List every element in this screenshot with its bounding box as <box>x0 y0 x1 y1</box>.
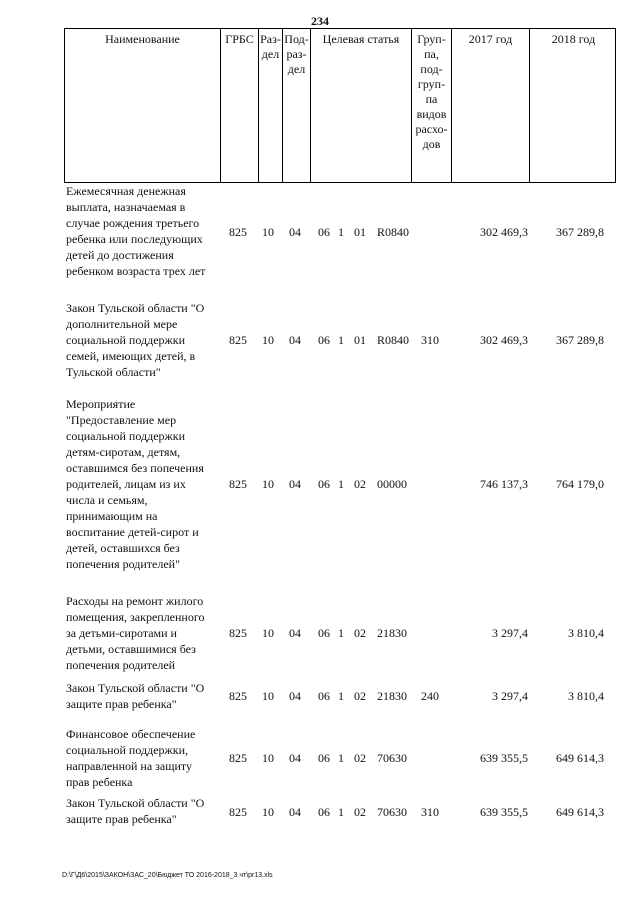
table-header <box>64 28 616 183</box>
cell-pr: 04 <box>289 333 301 347</box>
table-row <box>0 183 640 280</box>
cell-v2017: 639 355,5 <box>480 805 528 819</box>
cell-cs1: 06 <box>318 225 330 239</box>
cell-vr: 240 <box>421 689 439 703</box>
header-2017: 2017 год <box>451 29 529 182</box>
cell-grbs: 825 <box>229 626 247 640</box>
cell-grbs: 825 <box>229 333 247 347</box>
cell-cs3: 02 <box>354 805 366 819</box>
cell-pr: 04 <box>289 689 301 703</box>
cell-cs1: 06 <box>318 805 330 819</box>
header-group: Груп- па, под- груп- па видов расхо- дов <box>411 29 451 182</box>
header-grbs: ГРБС <box>220 29 258 182</box>
cell-v2018: 764 179,0 <box>556 477 604 491</box>
cell-v2017: 746 137,3 <box>480 477 528 491</box>
cell-v2017: 302 469,3 <box>480 225 528 239</box>
cell-cs3: 02 <box>354 626 366 640</box>
cell-v2018: 649 614,3 <box>556 751 604 765</box>
header-2018: 2018 год <box>529 29 617 182</box>
cell-cs2: 1 <box>338 333 344 347</box>
cell-v2018: 367 289,8 <box>556 333 604 347</box>
header-razdel: Раз- дел <box>258 29 282 182</box>
header-podrazdel: Под- раз- дел <box>282 29 310 182</box>
cell-cs2: 1 <box>338 805 344 819</box>
cell-grbs: 825 <box>229 751 247 765</box>
cell-cs4: 00000 <box>377 477 407 491</box>
cell-pr: 04 <box>289 477 301 491</box>
cell-cs3: 02 <box>354 689 366 703</box>
row-name: Финансовое обеспечение социальной поддержки, направленной на защиту прав ребенка <box>66 727 196 789</box>
cell-pr: 04 <box>289 805 301 819</box>
cell-pr: 04 <box>289 751 301 765</box>
cell-vr: 310 <box>421 333 439 347</box>
row-name: Закон Тульской области "О дополнительной мере социальной поддержки семей, имеющих детей, в Тульской области" <box>66 301 205 379</box>
cell-cs4: 70630 <box>377 751 407 765</box>
file-path-footer: D:\Г\Д6\2015\ЗАКОН\ЗАС_20\Бюджет ТО 2016-2018_3 чт\pr13.xls <box>62 872 273 879</box>
cell-v2017: 302 469,3 <box>480 333 528 347</box>
table-row <box>0 795 640 829</box>
cell-rz: 10 <box>262 225 274 239</box>
page-number: 234 <box>311 14 329 28</box>
cell-cs1: 06 <box>318 689 330 703</box>
cell-rz: 10 <box>262 751 274 765</box>
cell-cs4: R0840 <box>377 333 410 347</box>
cell-rz: 10 <box>262 333 274 347</box>
row-name: Ежемесячная денежная выплата, назначаемая в случае рождения третьего ребенка или последующих детей до достижения ребенком возраста трех лет <box>66 184 206 278</box>
cell-v2017: 639 355,5 <box>480 751 528 765</box>
row-name: Мероприятие "Предоставление мер социальной поддержки детям-сиротам, детям, оставшимся без попечения родителей, лицам из их числа и семьям, принимающим на воспитание детей-сирот и детей, оставшихся без попечения родителей" <box>66 397 204 571</box>
cell-cs4: 21830 <box>377 626 407 640</box>
cell-vr: 310 <box>421 805 439 819</box>
table-row <box>0 726 640 790</box>
cell-cs4: 21830 <box>377 689 407 703</box>
cell-cs4: 70630 <box>377 805 407 819</box>
cell-v2018: 3 810,4 <box>568 689 604 703</box>
cell-cs1: 06 <box>318 751 330 765</box>
header-target: Целевая статья <box>310 29 411 182</box>
cell-v2018: 649 614,3 <box>556 805 604 819</box>
cell-rz: 10 <box>262 477 274 491</box>
row-name: Расходы на ремонт жилого помещения, закрепленного за детьми-сиротами и детьми, оставшимися без попечения родителей <box>66 594 205 672</box>
cell-cs1: 06 <box>318 333 330 347</box>
cell-grbs: 825 <box>229 805 247 819</box>
cell-cs4: R0840 <box>377 225 410 239</box>
table-row <box>0 680 640 712</box>
row-name: Закон Тульской области "О защите прав ребенка" <box>66 796 205 826</box>
cell-rz: 10 <box>262 805 274 819</box>
table-row <box>0 593 640 673</box>
row-name: Закон Тульской области "О защите прав ребенка" <box>66 681 205 711</box>
cell-rz: 10 <box>262 689 274 703</box>
cell-cs2: 1 <box>338 225 344 239</box>
cell-cs3: 01 <box>354 333 366 347</box>
cell-cs2: 1 <box>338 689 344 703</box>
cell-v2018: 367 289,8 <box>556 225 604 239</box>
cell-cs1: 06 <box>318 477 330 491</box>
cell-v2018: 3 810,4 <box>568 626 604 640</box>
cell-cs2: 1 <box>338 477 344 491</box>
cell-pr: 04 <box>289 225 301 239</box>
cell-cs3: 02 <box>354 751 366 765</box>
cell-cs1: 06 <box>318 626 330 640</box>
cell-grbs: 825 <box>229 689 247 703</box>
cell-cs2: 1 <box>338 626 344 640</box>
cell-grbs: 825 <box>229 225 247 239</box>
cell-rz: 10 <box>262 626 274 640</box>
table-row <box>0 396 640 572</box>
header-name: Наименование <box>105 32 180 46</box>
cell-v2017: 3 297,4 <box>492 626 528 640</box>
table-row <box>0 300 640 380</box>
cell-pr: 04 <box>289 626 301 640</box>
cell-v2017: 3 297,4 <box>492 689 528 703</box>
cell-cs2: 1 <box>338 751 344 765</box>
cell-cs3: 01 <box>354 225 366 239</box>
cell-grbs: 825 <box>229 477 247 491</box>
cell-cs3: 02 <box>354 477 366 491</box>
